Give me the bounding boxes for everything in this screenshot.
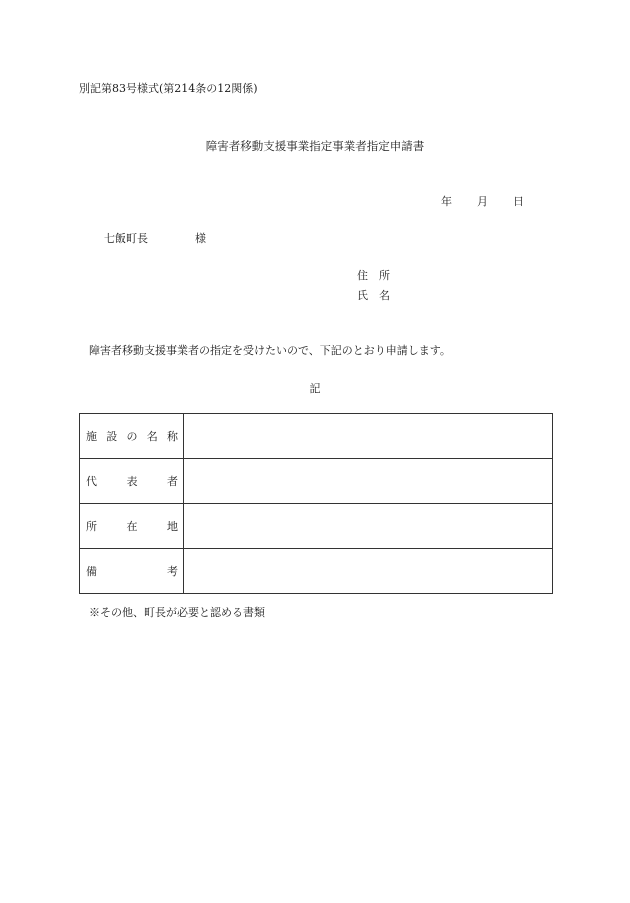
location-label: 所在地	[80, 504, 184, 549]
date-line	[441, 193, 524, 209]
table-row	[80, 549, 553, 594]
footnote: ※その他、町長が必要と認める書類	[89, 606, 265, 619]
form-number: 別記第83号様式(第214条の12関係)	[79, 82, 258, 95]
addressee-name: 七飯町長	[104, 232, 148, 245]
ki-heading: 記	[309, 382, 321, 395]
date-day: 日	[513, 195, 524, 208]
date-month: 月	[477, 195, 488, 208]
facility-name-label: 施設の名称	[80, 414, 184, 459]
detail-table	[79, 413, 553, 594]
facility-name-field[interactable]	[184, 414, 553, 459]
table-row	[80, 459, 553, 504]
date-year: 年	[441, 195, 452, 208]
remarks-field[interactable]	[184, 549, 553, 594]
location-field[interactable]	[184, 504, 553, 549]
addressee-honorific: 様	[195, 232, 206, 245]
table-row	[80, 414, 553, 459]
table-row	[80, 504, 553, 549]
document-title: 障害者移動支援事業指定事業者指定申請書	[205, 139, 425, 153]
remarks-label: 備考	[80, 549, 184, 594]
request-text: 障害者移動支援事業者の指定を受けたいので、下記のとおり申請します。	[89, 344, 451, 357]
applicant-name-label: 氏 名	[357, 289, 390, 302]
applicant-address-label: 住 所	[357, 269, 390, 282]
addressee	[104, 230, 206, 246]
representative-label: 代表者	[80, 459, 184, 504]
representative-field[interactable]	[184, 459, 553, 504]
